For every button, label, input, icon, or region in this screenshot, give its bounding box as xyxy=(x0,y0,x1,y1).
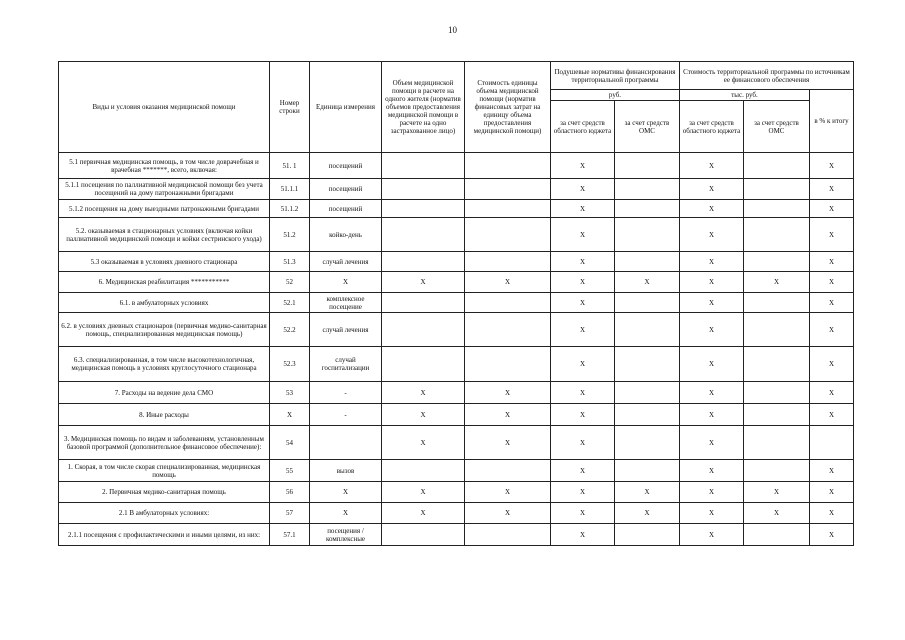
row-per-capita-budget: X xyxy=(551,293,615,313)
page-number: 10 xyxy=(448,25,457,35)
row-unit-cost xyxy=(465,218,551,252)
row-unit: - xyxy=(310,404,382,426)
row-volume xyxy=(382,153,465,179)
row-per-capita-oms xyxy=(615,347,680,382)
header-rub: руб. xyxy=(551,90,680,101)
row-cost-budget: X xyxy=(680,272,744,293)
header-unit-cost: Стоимость единицы объема медицинской помощи (норматив финансовых затрат на единицу объема предоставления медицинской помощи) xyxy=(465,62,551,153)
row-per-capita-oms xyxy=(615,293,680,313)
row-cost-budget: X xyxy=(680,293,744,313)
row-cost-oms xyxy=(744,218,810,252)
row-volume: X xyxy=(382,482,465,503)
row-unit-cost xyxy=(465,153,551,179)
row-per-capita-oms: X xyxy=(615,482,680,503)
row-per-capita-oms xyxy=(615,426,680,460)
table-row xyxy=(59,347,854,382)
row-per-capita-budget: X xyxy=(551,382,615,404)
row-description: 5.3 оказываемая в условиях дневного стационара xyxy=(59,252,270,272)
row-cost-budget: X xyxy=(680,503,744,524)
table-row xyxy=(59,200,854,218)
table-row xyxy=(59,482,854,503)
table-row xyxy=(59,218,854,252)
row-unit: X xyxy=(310,482,382,503)
row-cost-percent: X xyxy=(810,503,854,524)
row-per-capita-oms: X xyxy=(615,503,680,524)
row-cost-percent: X xyxy=(810,218,854,252)
row-unit: - xyxy=(310,382,382,404)
row-per-capita-budget: X xyxy=(551,179,615,200)
header-per-capita: Подушевые нормативы финансирования территориальной программы xyxy=(551,62,680,90)
row-cost-oms: X xyxy=(744,482,810,503)
row-cost-oms xyxy=(744,313,810,347)
row-per-capita-budget: X xyxy=(551,272,615,293)
row-volume: X xyxy=(382,382,465,404)
row-description: 6. Медицинская реабилитация *********** xyxy=(59,272,270,293)
row-description: 2. Первичная медико-санитарная помощь xyxy=(59,482,270,503)
row-per-capita-budget: X xyxy=(551,347,615,382)
row-unit-cost xyxy=(465,252,551,272)
row-number: 56 xyxy=(270,482,310,503)
table-row xyxy=(59,460,854,482)
row-number: 53 xyxy=(270,382,310,404)
row-cost-oms xyxy=(744,524,810,546)
row-description: 1. Скорая, в том числе скорая специализированная, медицинская помощь xyxy=(59,460,270,482)
row-number: 57 xyxy=(270,503,310,524)
table-body xyxy=(59,153,854,546)
row-cost-percent: X xyxy=(810,524,854,546)
row-per-capita-budget: X xyxy=(551,524,615,546)
row-per-capita-budget: X xyxy=(551,482,615,503)
program-cost-table xyxy=(58,61,854,546)
row-cost-oms: X xyxy=(744,272,810,293)
row-volume: X xyxy=(382,404,465,426)
header-oms-thous: за счет средств ОМС xyxy=(744,101,810,153)
header-kinds: Виды и условия оказания медицинской помощи xyxy=(59,62,270,153)
row-unit: случай госпитализации xyxy=(310,347,382,382)
row-volume xyxy=(382,179,465,200)
row-description: 5.1.1 посещения по паллиативной медицинской помощи без учета посещений на дому патронажными бригадами xyxy=(59,179,270,200)
row-cost-oms xyxy=(744,382,810,404)
table-row xyxy=(59,293,854,313)
row-per-capita-budget: X xyxy=(551,460,615,482)
row-cost-budget: X xyxy=(680,347,744,382)
row-cost-oms xyxy=(744,179,810,200)
row-cost-oms xyxy=(744,252,810,272)
table-row xyxy=(59,179,854,200)
row-number: 52.2 xyxy=(270,313,310,347)
row-number: 51.3 xyxy=(270,252,310,272)
row-cost-percent: X xyxy=(810,382,854,404)
row-number: 52 xyxy=(270,272,310,293)
row-unit-cost: X xyxy=(465,503,551,524)
row-volume xyxy=(382,347,465,382)
row-description: 6.2. в условиях дневных стационаров (первичная медико-санитарная помощь, специализированная медицинская помощь) xyxy=(59,313,270,347)
row-description: 2.1.1 посещения с профилактическими и иными целями, из них: xyxy=(59,524,270,546)
row-per-capita-budget: X xyxy=(551,313,615,347)
row-per-capita-oms xyxy=(615,200,680,218)
row-per-capita-oms xyxy=(615,252,680,272)
row-cost-percent: X xyxy=(810,347,854,382)
row-cost-budget: X xyxy=(680,153,744,179)
row-per-capita-oms xyxy=(615,153,680,179)
row-per-capita-budget: X xyxy=(551,404,615,426)
row-unit: X xyxy=(310,503,382,524)
row-unit-cost xyxy=(465,313,551,347)
row-number: 52.1 xyxy=(270,293,310,313)
row-cost-percent: X xyxy=(810,153,854,179)
row-number: 57.1 xyxy=(270,524,310,546)
row-unit-cost xyxy=(465,460,551,482)
row-number: 55 xyxy=(270,460,310,482)
row-unit-cost: X xyxy=(465,382,551,404)
row-unit-cost xyxy=(465,200,551,218)
row-description: 5.1.2 посещения на дому выездными патронажными бригадами xyxy=(59,200,270,218)
header-budget-thous: за счет средств областного юджета xyxy=(680,101,744,153)
row-description: 2.1 В амбулаторных условиях: xyxy=(59,503,270,524)
table-row xyxy=(59,404,854,426)
row-unit xyxy=(310,426,382,460)
row-cost-budget: X xyxy=(680,313,744,347)
row-cost-oms: X xyxy=(744,503,810,524)
table-row xyxy=(59,252,854,272)
row-cost-oms xyxy=(744,460,810,482)
row-unit: посещений xyxy=(310,200,382,218)
row-cost-oms xyxy=(744,347,810,382)
row-unit-cost xyxy=(465,347,551,382)
row-unit: X xyxy=(310,272,382,293)
row-unit-cost: X xyxy=(465,426,551,460)
row-unit-cost: X xyxy=(465,404,551,426)
row-volume: X xyxy=(382,272,465,293)
row-volume: X xyxy=(382,426,465,460)
row-unit-cost: X xyxy=(465,272,551,293)
row-cost-budget: X xyxy=(680,218,744,252)
row-cost-budget: X xyxy=(680,404,744,426)
row-number: 52.3 xyxy=(270,347,310,382)
row-unit-cost xyxy=(465,179,551,200)
row-cost-budget: X xyxy=(680,179,744,200)
row-per-capita-budget: X xyxy=(551,503,615,524)
row-number: X xyxy=(270,404,310,426)
header-percent: в % к итогу xyxy=(810,90,854,153)
row-cost-oms xyxy=(744,293,810,313)
row-per-capita-budget: X xyxy=(551,252,615,272)
row-cost-percent: X xyxy=(810,272,854,293)
table-row xyxy=(59,313,854,347)
row-per-capita-oms xyxy=(615,382,680,404)
table-row xyxy=(59,524,854,546)
header-thous-rub: тыс. руб. xyxy=(680,90,810,101)
row-unit: случай лечения xyxy=(310,252,382,272)
row-volume xyxy=(382,218,465,252)
row-per-capita-oms xyxy=(615,179,680,200)
row-number: 51. 1 xyxy=(270,153,310,179)
table-row xyxy=(59,272,854,293)
row-unit-cost: X xyxy=(465,482,551,503)
row-volume: X xyxy=(382,503,465,524)
table-row xyxy=(59,503,854,524)
table-row xyxy=(59,426,854,460)
row-cost-percent: X xyxy=(810,313,854,347)
row-cost-oms xyxy=(744,153,810,179)
row-cost-oms xyxy=(744,200,810,218)
row-cost-budget: X xyxy=(680,524,744,546)
row-volume xyxy=(382,293,465,313)
row-unit: койко-день xyxy=(310,218,382,252)
row-per-capita-oms xyxy=(615,313,680,347)
row-cost-percent: X xyxy=(810,293,854,313)
row-unit: комплексное посещение xyxy=(310,293,382,313)
row-per-capita-oms xyxy=(615,218,680,252)
row-number: 51.2 xyxy=(270,218,310,252)
row-description: 7. Расходы на ведение дела СМО xyxy=(59,382,270,404)
table-row xyxy=(59,382,854,404)
table-row xyxy=(59,153,854,179)
row-per-capita-oms xyxy=(615,524,680,546)
header-program-cost: Стоимость территориальной программы по источникам ее финансового обеспечения xyxy=(680,62,854,90)
row-volume xyxy=(382,313,465,347)
row-volume xyxy=(382,460,465,482)
row-per-capita-budget: X xyxy=(551,153,615,179)
row-unit: посещений xyxy=(310,179,382,200)
row-cost-percent xyxy=(810,426,854,460)
row-volume xyxy=(382,524,465,546)
header-row-number: Номер строки xyxy=(270,62,310,153)
row-per-capita-oms xyxy=(615,404,680,426)
row-cost-percent: X xyxy=(810,252,854,272)
row-cost-percent: X xyxy=(810,179,854,200)
row-description: 5.2. оказываемая в стационарных условиях (включая койки паллиативной медицинской помощи и койки сестринского ухода) xyxy=(59,218,270,252)
row-cost-percent: X xyxy=(810,460,854,482)
row-description: 8. Иные расходы xyxy=(59,404,270,426)
row-unit: посещения / комплексные xyxy=(310,524,382,546)
row-cost-budget: X xyxy=(680,200,744,218)
row-cost-percent: X xyxy=(810,404,854,426)
row-number: 54 xyxy=(270,426,310,460)
row-cost-percent: X xyxy=(810,200,854,218)
row-description: 3. Медицинская помощь по видам и заболеваниям, установленным базовой программой (дополнительное финансовое обеспечение): xyxy=(59,426,270,460)
row-per-capita-budget: X xyxy=(551,218,615,252)
row-per-capita-oms: X xyxy=(615,272,680,293)
row-cost-budget: X xyxy=(680,482,744,503)
row-unit: посещений xyxy=(310,153,382,179)
row-cost-oms xyxy=(744,404,810,426)
row-description: 6.1. в амбулаторных условиях xyxy=(59,293,270,313)
row-cost-budget: X xyxy=(680,460,744,482)
row-per-capita-oms xyxy=(615,460,680,482)
row-unit-cost xyxy=(465,293,551,313)
row-cost-budget: X xyxy=(680,426,744,460)
row-unit: случай лечения xyxy=(310,313,382,347)
header-oms-rub: за счет средств ОМС xyxy=(615,101,680,153)
row-per-capita-budget: X xyxy=(551,426,615,460)
row-number: 51.1.2 xyxy=(270,200,310,218)
row-cost-oms xyxy=(744,426,810,460)
header-volume: Объем медицинской помощи в расчете на одного жителя (норматив объемов предоставления медицинской помощи в расчете на одно застрахованное лицо) xyxy=(382,62,465,153)
header-budget-rub: за счет средств областного юджета xyxy=(551,101,615,153)
row-unit-cost xyxy=(465,524,551,546)
row-cost-percent: X xyxy=(810,482,854,503)
header-unit: Единица измерения xyxy=(310,62,382,153)
row-volume xyxy=(382,252,465,272)
row-unit: вызов xyxy=(310,460,382,482)
row-cost-budget: X xyxy=(680,382,744,404)
row-description: 5.1 первичная медицинская помощь, в том числе доврачебная и врачебная *******, всего, включая: xyxy=(59,153,270,179)
row-description: 6.3. специализированная, в том числе высокотехнологичная, медицинская помощь в условиях круглосуточного стационара xyxy=(59,347,270,382)
row-number: 51.1.1 xyxy=(270,179,310,200)
row-per-capita-budget: X xyxy=(551,200,615,218)
row-volume xyxy=(382,200,465,218)
row-cost-budget: X xyxy=(680,252,744,272)
